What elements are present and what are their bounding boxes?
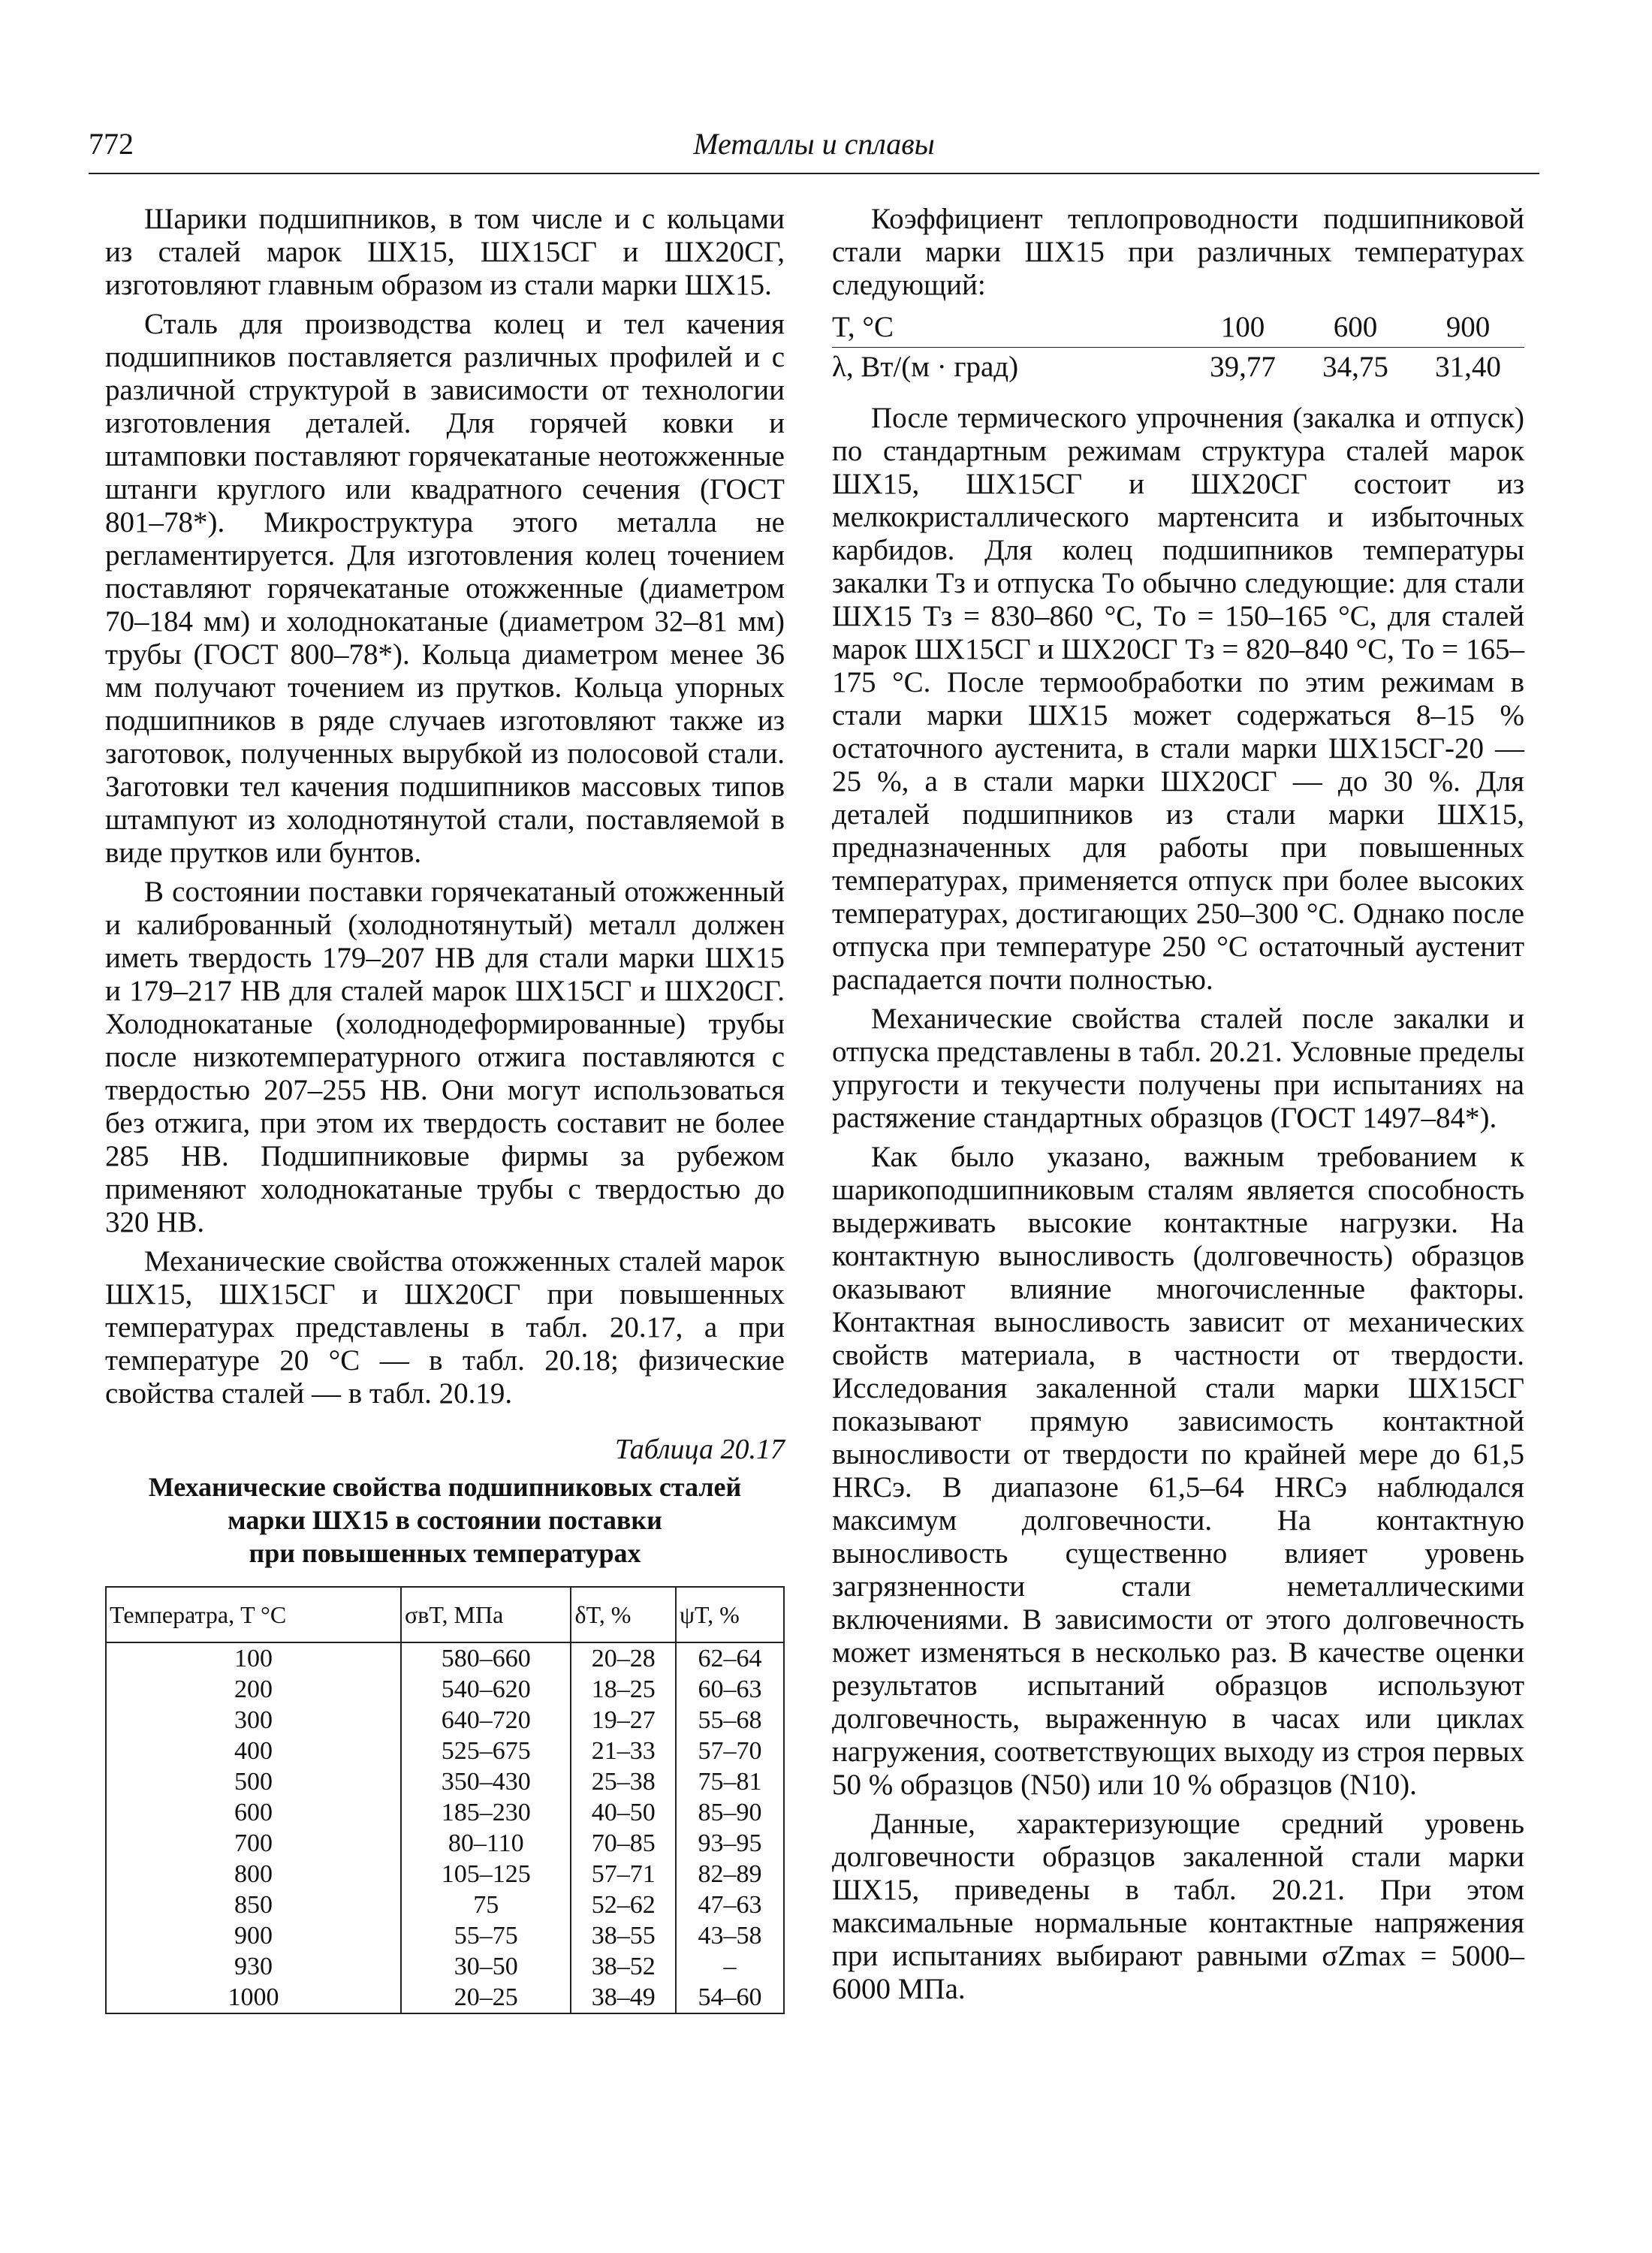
- table-cell: 82–89: [676, 1859, 784, 1890]
- table-cell: 930: [106, 1951, 401, 1982]
- table-cell: 350–430: [401, 1766, 571, 1797]
- table-cell: 62–64: [676, 1642, 784, 1674]
- table-row: [106, 1642, 784, 1674]
- table-cell: 75–81: [676, 1766, 784, 1797]
- table-cell: 31,40: [1435, 351, 1501, 383]
- table-cell: 105–125: [401, 1859, 571, 1890]
- table-cell: 525–675: [401, 1736, 571, 1766]
- paragraph: Механические свойства отожженных сталей марок ШХ15, ШХ15СГ и ШХ20СГ при повышенных температурах представлены в табл. 20.17, а при температуре 20 °С — в табл. 20.18; физические свойства сталей — в табл. 20.19.: [105, 1245, 785, 1410]
- table-cell: 540–620: [401, 1674, 571, 1705]
- table-row: [106, 1797, 784, 1828]
- table-cell: –: [676, 1951, 784, 1982]
- table-row: [832, 348, 1524, 388]
- table-cell: 25–38: [571, 1766, 675, 1797]
- table-cell: 55–75: [401, 1920, 571, 1951]
- table-cell: 900: [106, 1920, 401, 1951]
- table-cell: 19–27: [571, 1705, 675, 1736]
- paragraph: Данные, характеризующие средний уровень долговечности образцов закаленной стали марки ШХ15, приведены в табл. 20.21. При этом максимальные нормальные контактные напряжения при испытаниях выбирают равными σZmax = 5000–6000 МПа.: [832, 1808, 1524, 2005]
- table-cell: 20–28: [571, 1642, 675, 1674]
- thermal-conductivity-table: [832, 308, 1524, 387]
- header-elongation: δT, %: [571, 1587, 675, 1642]
- table-cell: 93–95: [676, 1828, 784, 1859]
- page-number: 772: [89, 127, 134, 161]
- table-row: [106, 1890, 784, 1920]
- table-cell: 47–63: [676, 1890, 784, 1920]
- table-cell: 400: [106, 1736, 401, 1766]
- table-title-line: марки ШХ15 в состоянии поставки: [228, 1505, 662, 1535]
- paragraph: Шарики подшипников, в том числе и с кольцами из сталей марок ШХ15, ШХ15СГ и ШХ20СГ, изготовляют главным образом из стали марки ШХ15.: [105, 203, 785, 301]
- table-cell: 34,75: [1322, 351, 1388, 383]
- table-cell: 55–68: [676, 1705, 784, 1736]
- table-row: [832, 308, 1524, 348]
- table-row: [106, 1859, 784, 1890]
- table-body: [106, 1642, 784, 2013]
- table-cell: 100: [1186, 308, 1299, 348]
- table-cell: λ, Вт/(м · град): [832, 351, 1019, 383]
- paragraph: Коэффициент теплопроводности подшипниковой стали марки ШХ15 при различных температурах следующий:: [832, 203, 1524, 301]
- table-cell: 60–63: [676, 1674, 784, 1705]
- table-cell: 38–55: [571, 1920, 675, 1951]
- mechanical-properties-table: [105, 1586, 785, 2014]
- table-cell: 70–85: [571, 1828, 675, 1859]
- table-cell: 40–50: [571, 1797, 675, 1828]
- paragraph: Механические свойства сталей после закалки и отпуска представлены в табл. 20.21. Условные пределы упругости и текучести получены при испытаниях на растяжение стандартных образцов (ГОСТ 1497–84*).: [832, 1003, 1524, 1134]
- table-cell: 80–110: [401, 1828, 571, 1859]
- table-cell: 38–52: [571, 1951, 675, 1982]
- table-row: [106, 1736, 784, 1766]
- table-row: [106, 1766, 784, 1797]
- table-row: [106, 1705, 784, 1736]
- table-cell: 18–25: [571, 1674, 675, 1705]
- table-cell: 30–50: [401, 1951, 571, 1982]
- table-row: [106, 1828, 784, 1859]
- table-cell: 54–60: [676, 1982, 784, 2013]
- table-cell: 580–660: [401, 1642, 571, 1674]
- paragraph: Как было указано, важным требованием к шарикоподшипниковым сталям является способность выдерживать высокие контактные нагрузки. На контактную выносливость (долговечность) образцов оказывают влияние многочисленные факторы. Контактная выносливость зависит от механических свойств материала, в частности от твердости. Исследования закаленной стали марки ШХ15СГ показывают прямую зависимость контактной выносливости от твердости по крайней мере до 61,5 HRCэ. В диапазоне 61,5–64 HRCэ наблюдался максимум долговечности. На контактную выносливость существенно влияет уровень загрязненности стали неметаллическими включениями. В зависимости от этого долговечность может изменяться в несколько раз. В качестве оценки результатов испытаний образцов используют долговечность, выраженную в часах или циклах нагружения, соответствующих выходу из строя первых 50 % образцов (N50) или 10 % образцов (N10).: [832, 1141, 1524, 1801]
- table-cell: 57–71: [571, 1859, 675, 1890]
- table-cell: 600: [1299, 308, 1412, 348]
- table-row: [106, 1982, 784, 2013]
- left-column: [105, 203, 785, 2014]
- table-cell: 900: [1412, 308, 1524, 348]
- table-cell: 800: [106, 1859, 401, 1890]
- paragraph: Сталь для производства колец и тел качения подшипников поставляется различных профилей и с различной структурой в зависимости от технологии изготовления деталей. Для горячей ковки и штамповки поставляют горячекатаные неотожженные штанги круглого или квадратного сечения (ГОСТ 801–78*). Микроструктура этого металла не регламентируется. Для изготовления колец точением поставляют горячекатаные отожженные (диаметром 70–184 мм) и холоднокатаные (диаметром 32–81 мм) трубы (ГОСТ 800–78*). Кольца диаметром менее 36 мм получают точением из прутков. Кольца упорных подшипников в ряде случаев изготовляют также из заготовок, полученных вырубкой из полосовой стали. Заготовки тел качения подшипников массовых типов штампуют из холоднотянутой стали, поставляемой в виде прутков или бунтов.: [105, 308, 785, 869]
- header-temperature: Темпeратра, T °C: [106, 1587, 401, 1642]
- table-row: [106, 1674, 784, 1705]
- table-cell: 57–70: [676, 1736, 784, 1766]
- table-cell: 600: [106, 1797, 401, 1828]
- right-column: [832, 203, 1524, 2012]
- table-cell: 700: [106, 1828, 401, 1859]
- table-cell: 52–62: [571, 1890, 675, 1920]
- table-cell: 43–58: [676, 1920, 784, 1951]
- table-title: [105, 1470, 785, 1570]
- running-title: Металлы и сплавы: [693, 127, 935, 161]
- table-cell: 20–25: [401, 1982, 571, 2013]
- table-label: Таблица 20.17: [615, 1434, 785, 1465]
- page-header: [89, 120, 1539, 174]
- header-reduction: ψT, %: [676, 1587, 784, 1642]
- table-cell: T, °С: [832, 308, 1186, 348]
- table-title-line: при повышенных температурах: [249, 1538, 641, 1568]
- table-cell: 300: [106, 1705, 401, 1736]
- table-cell: 85–90: [676, 1797, 784, 1828]
- table-cell: 38–49: [571, 1982, 675, 2013]
- table-cell: 1000: [106, 1982, 401, 2013]
- table-title-line: Механические свойства подшипниковых сталей: [148, 1472, 742, 1502]
- table-cell: 100: [106, 1642, 401, 1674]
- table-cell: 39,77: [1210, 351, 1276, 383]
- table-cell: 75: [401, 1890, 571, 1920]
- table-cell: 500: [106, 1766, 401, 1797]
- table-cell: 850: [106, 1890, 401, 1920]
- table-header-row: [106, 1587, 784, 1642]
- table-cell: 640–720: [401, 1705, 571, 1736]
- paragraph: В состоянии поставки горячекатаный отожженный и калиброванный (холоднотянутый) металл должен иметь твердость 179–207 НВ для стали марки ШХ15 и 179–217 НВ для сталей марок ШХ15СГ и ШХ20СГ. Холоднокатаные (холоднодеформированные) трубы после низкотемпературного отжига поставляются с твердостью 207–255 НВ. Они могут использоваться без отжига, при этом их твердость составит не более 285 НВ. Подшипниковые фирмы за рубежом применяют холоднокатаные трубы с твердостью до 320 НВ.: [105, 876, 785, 1238]
- header-strength: σвT, МПа: [401, 1587, 571, 1642]
- table-row: [106, 1951, 784, 1982]
- table-cell: 21–33: [571, 1736, 675, 1766]
- paragraph: После термического упрочнения (закалка и отпуск) по стандартным режимам структура сталей марок ШХ15, ШХ15СГ и ШХ20СГ состоит из мелкокристаллического мартенсита и избыточных карбидов. Для колец подшипников температуры закалки Tз и отпуска Tо обычно следующие: для стали ШХ15 Tз = 830–860 °С, Tо = 150–165 °С, для сталей марок ШХ15СГ и ШХ20СГ Tз = 820–840 °С, Tо = 165–175 °С. После термообработки по этим режимам в стали марки ШХ15 может содержаться 8–15 % остаточного аустенита, в стали марки ШХ15СГ-20 — 25 %, а в стали марки ШХ20СГ — до 30 %. Для деталей подшипников из стали марки ШХ15, предназначенных для работы при повышенных температурах, применяется отпуск при более высоких температурах, достигающих 250–300 °С. Однако после отпуска при температуре 250 °С остаточный аустенит распадается почти полностью.: [832, 402, 1524, 996]
- table-row: [106, 1920, 784, 1951]
- table-cell: 200: [106, 1674, 401, 1705]
- table-cell: 185–230: [401, 1797, 571, 1828]
